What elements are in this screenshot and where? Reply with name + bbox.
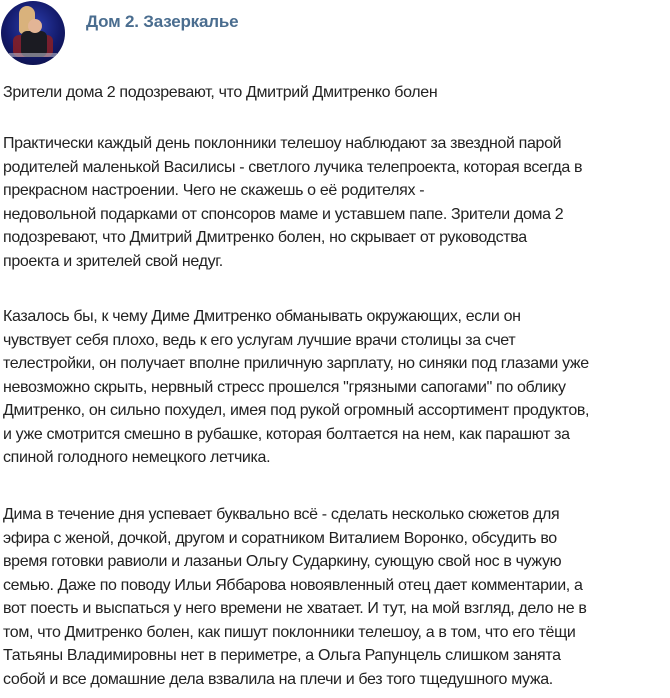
avatar-figure xyxy=(28,19,42,33)
text-line: подозревают, что Дмитрий Дмитренко болен, но скрывает от руководства xyxy=(3,229,527,246)
post-paragraph-3 xyxy=(3,503,669,691)
text-line: невозможно скрыть, нервный стресс прошелся "грязными сапогами" по облику xyxy=(3,378,566,396)
text-line: Дима в течение дня успевает буквально всё - сделать несколько сюжетов для xyxy=(3,506,560,523)
post-paragraph-2 xyxy=(3,305,669,470)
text-line: Дмитренко, он сильно похудел, имея под рукой огромный ассортимент продуктов, xyxy=(3,402,590,419)
text-line: время готовки равиоли и лазаньи Ольгу Сударкину, сующую свой нос в чужую xyxy=(3,553,562,570)
group-avatar[interactable] xyxy=(1,1,65,65)
post-title xyxy=(3,81,669,105)
text-line: чувствует себя плохо, ведь к его услугам лучшие врачи столицы за счет xyxy=(3,331,516,349)
text-line: и уже смотрится смешно в рубашке, которая болтается на нем, как парашют за xyxy=(3,425,570,443)
text-line: собой и все домашние дела взвалила на плечи и без того тщедушного мужа. xyxy=(3,670,553,688)
text-line: телестройки, он получает вполне приличную зарплату, но синяки под глазами уже xyxy=(3,355,589,372)
text-line: эфира с женой, дочкой, другом и соратником Виталием Воронко, обсудить во xyxy=(3,529,557,547)
text-line: Казалось бы, к чему Диме Дмитренко обманывать окружающих, если он xyxy=(3,308,521,325)
text-line: том, что Дмитренко болен, как пишут поклонники телешоу, а в том, что его тёщи xyxy=(3,623,576,641)
text-line: родителей маленькой Василисы - светлого лучика телепроекта, которая всегда в xyxy=(3,158,583,176)
text-line: прекрасном настроении. Чего не скажешь о её родителях - xyxy=(3,182,425,199)
post-paragraph-1 xyxy=(3,132,669,273)
text-line: недовольной подарками от спонсоров маме и уставшем папе. Зрители дома 2 xyxy=(3,205,564,223)
avatar-caption xyxy=(9,53,57,57)
text-line: Практически каждый день поклонники телешоу наблюдают за звездной парой xyxy=(3,135,562,152)
text-line: вот поесть и выспаться у него времени не хватает. И тут, на мой взгляд, дело не в xyxy=(3,600,587,617)
text-line: спиной голодного немецкого летчика. xyxy=(3,449,271,466)
text-line: семью. Даже по поводу Ильи Яббарова новоявленный отец дает комментарии, а xyxy=(3,576,583,594)
text-line: проекта и зрителей свой недуг. xyxy=(3,252,223,270)
text-line: Татьяны Владимировны нет в периметре, а Ольга Рапунцель слишком занята xyxy=(3,647,561,664)
post-title-text: Зрители дома 2 подозревают, что Дмитрий Дмитренко болен xyxy=(3,84,438,101)
group-name-link[interactable]: Дом 2. Зазеркалье xyxy=(86,12,239,31)
